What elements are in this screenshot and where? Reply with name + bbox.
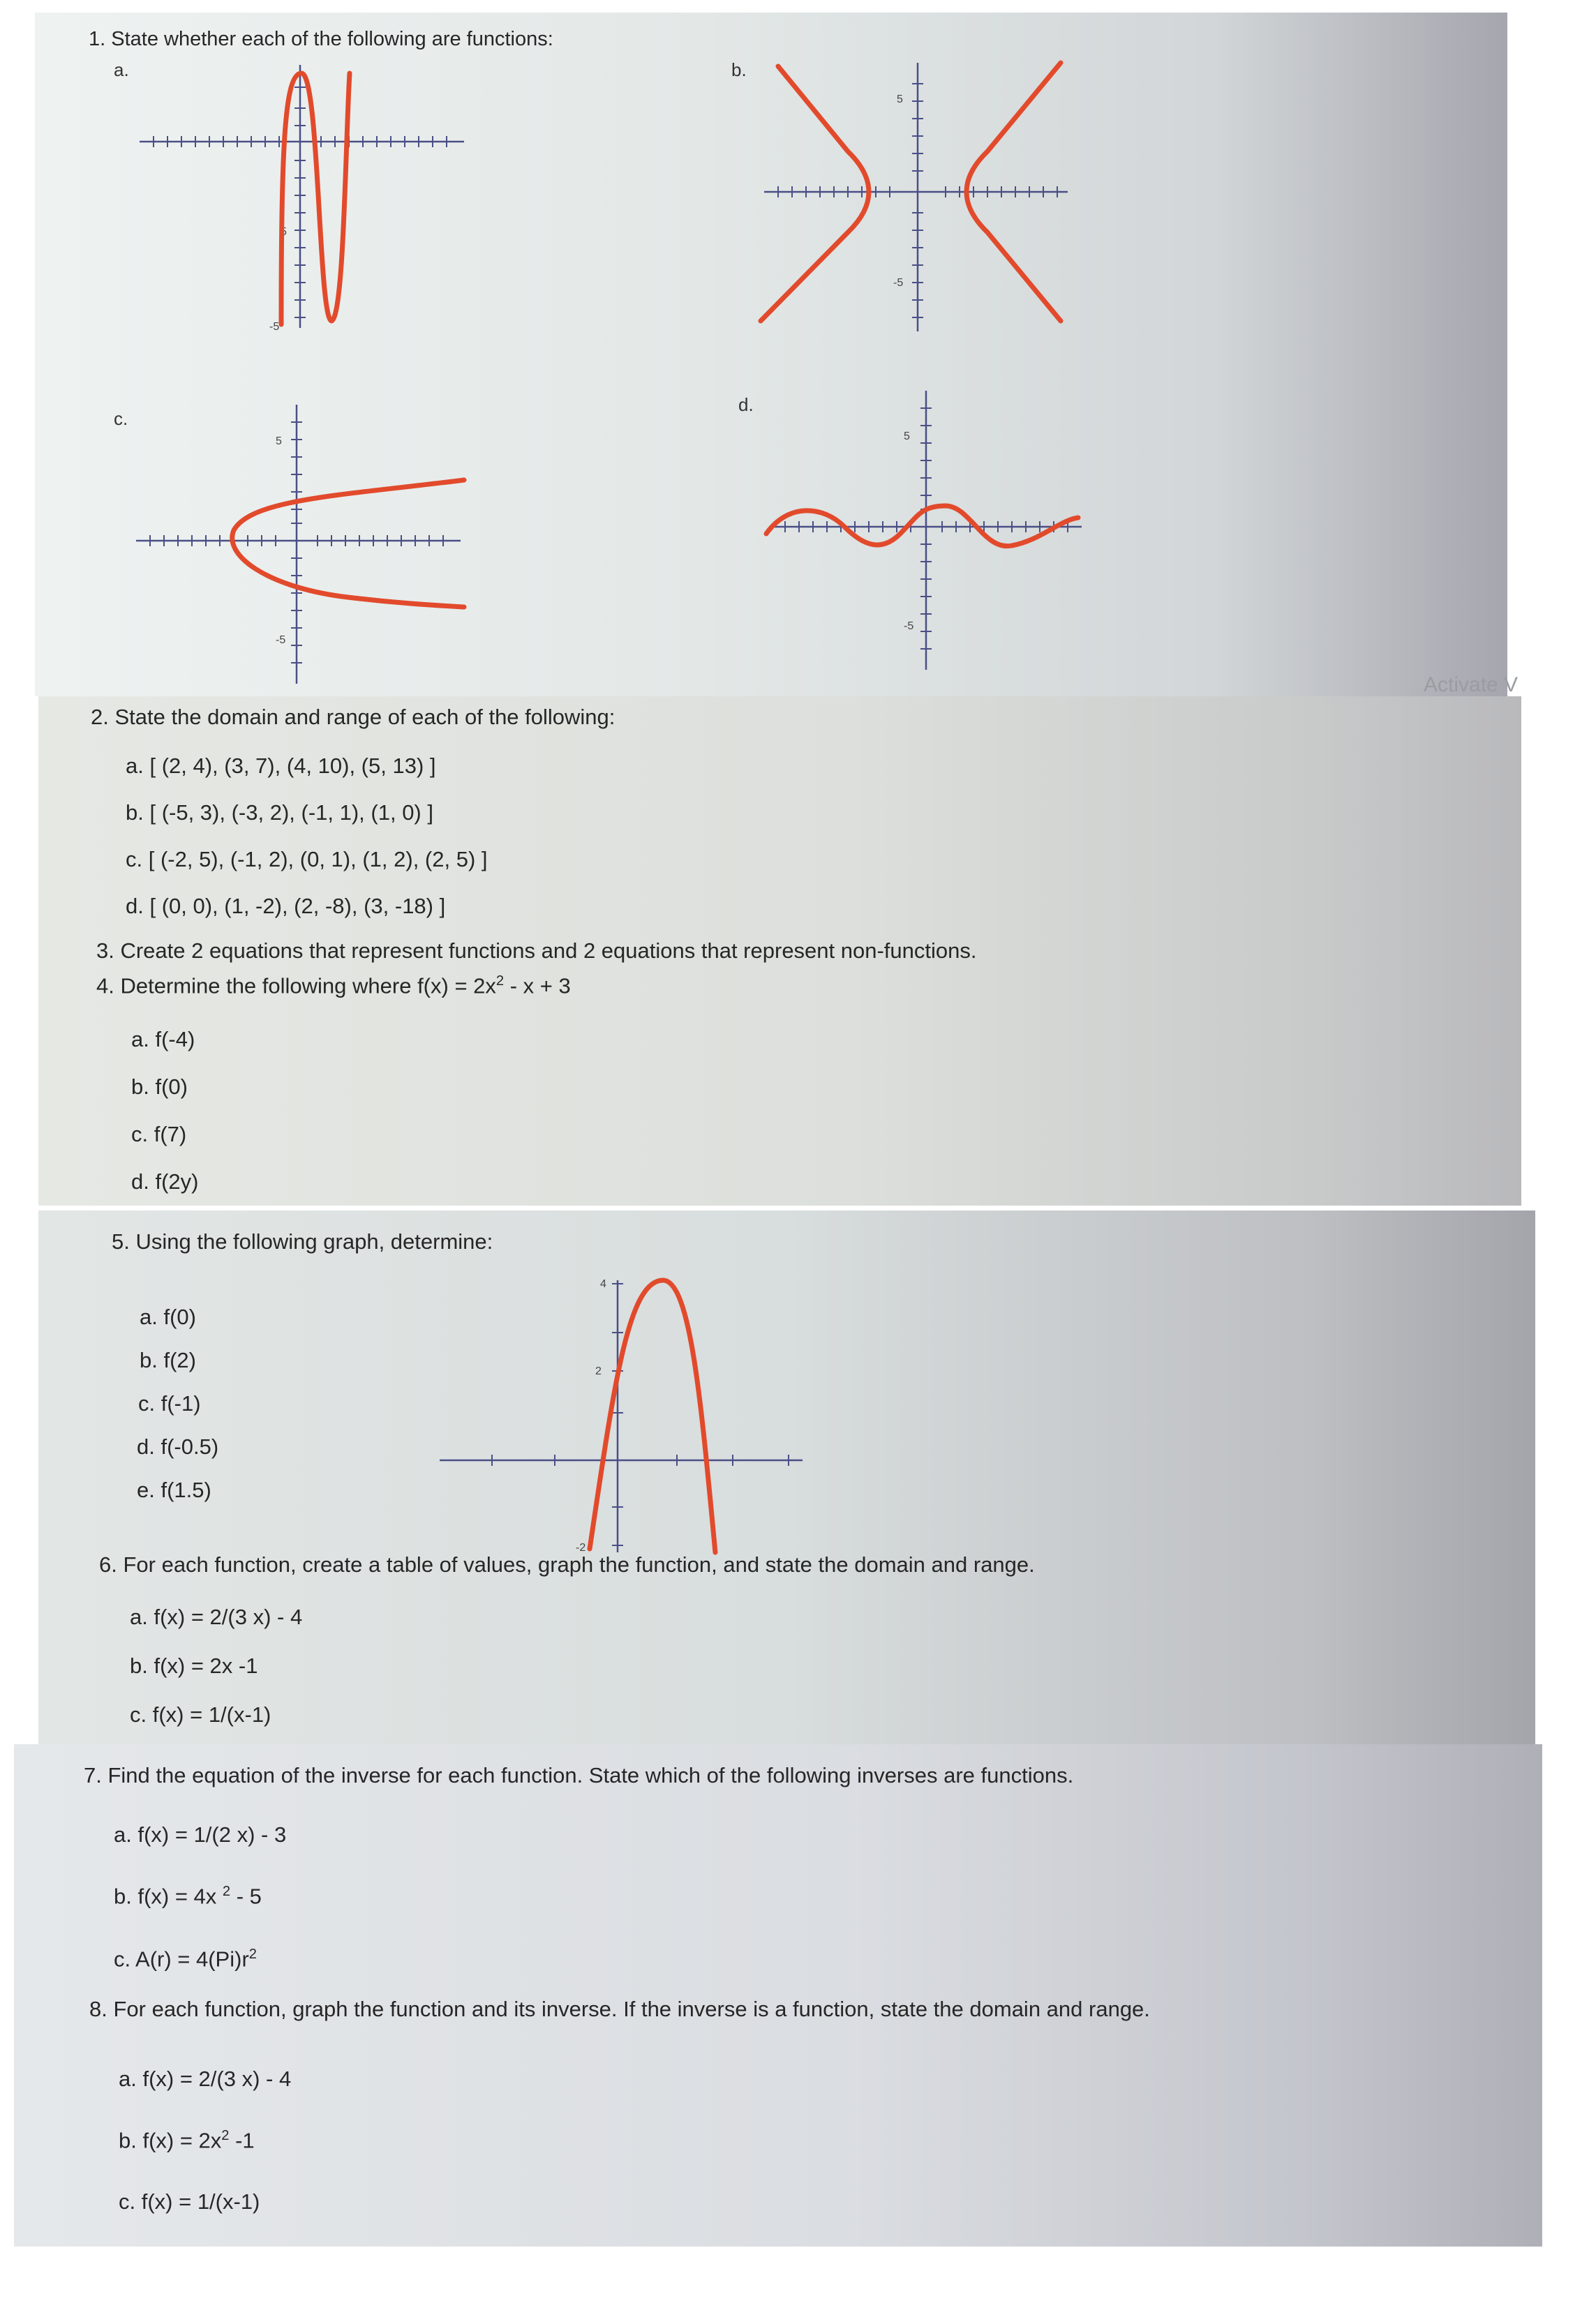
graph-c: [133, 398, 475, 691]
q1-title: 1. State whether each of the following are functions:: [89, 28, 553, 50]
graph-d-tick-neg5: -5: [904, 620, 914, 632]
q7-item-b: b. f(x) = 4x $^2$ - 5: [114, 1884, 262, 1909]
q5-item-c: c. f(-1): [138, 1391, 201, 1416]
q5-tick-neg2: -2: [576, 1542, 586, 1554]
graph-d-tick-5: 5: [904, 430, 910, 442]
q4-item-c: c. f(7): [131, 1122, 187, 1146]
graph-b-tick-5: 5: [897, 93, 903, 105]
q3-title: 3. Create 2 equations that represent functions and 2 equations that represent non-functions.: [96, 938, 977, 963]
q8-item-c: c. f(x) = 1/(x-1): [119, 2189, 260, 2214]
q2-item-d: d. [ (0, 0), (1, -2), (2, -8), (3, -18) ]: [126, 894, 446, 918]
q8-title: 8. For each function, graph the function and its inverse. If the inverse is a function, state the domain and range.: [89, 1997, 1150, 2021]
graph-b: [754, 52, 1082, 345]
graph-b-tick-neg5: -5: [893, 277, 904, 289]
graph-a-curve: [281, 73, 350, 324]
q6-item-c: c. f(x) = 1/(x-1): [130, 1702, 271, 1727]
graph-a-label: a.: [114, 59, 129, 80]
q5-item-b: b. f(2): [140, 1348, 196, 1372]
q5-title: 5. Using the following graph, determine:: [112, 1229, 493, 1254]
q2-item-c: c. [ (-2, 5), (-1, 2), (0, 1), (1, 2), (2, 5) ]: [126, 847, 488, 871]
q6-title: 6. For each function, create a table of values, graph the function, and state the domain and range.: [99, 1552, 1035, 1577]
graph-a-tick-neg5: -5: [269, 321, 280, 333]
q2-item-a: a. [ (2, 4), (3, 7), (4, 10), (5, 13) ]: [126, 754, 436, 778]
q5-tick-4: 4: [600, 1278, 606, 1290]
graph-b-label: b.: [731, 59, 747, 80]
q5-item-e: e. f(1.5): [137, 1478, 211, 1502]
graph-c-label: c.: [114, 408, 128, 429]
q7-title: 7. Find the equation of the inverse for each function. State which of the following inverses are functions.: [84, 1763, 1074, 1787]
q2-item-b: b. [ (-5, 3), (-3, 2), (-1, 1), (1, 0) ]: [126, 800, 433, 825]
graph-c-tick-5: 5: [276, 435, 282, 447]
q4-item-b: b. f(0): [131, 1074, 188, 1099]
q4-item-a: a. f(-4): [131, 1027, 195, 1051]
q2-title: 2. State the domain and range of each of the following:: [91, 705, 616, 729]
graph-d-label: d.: [738, 394, 754, 415]
activate-watermark: Activate V: [1424, 673, 1519, 696]
graph-c-tick-neg5: -5: [276, 634, 286, 646]
questions-7-8-panel: [14, 1744, 1542, 2247]
q6-item-a: a. f(x) = 2/(3 x) - 4: [130, 1605, 303, 1629]
q5-curve: [590, 1280, 715, 1552]
q5-graph: [440, 1266, 816, 1559]
q7-item-c: c. $A(r) = 4(Pi)r^2$: [114, 1947, 257, 1972]
graph-b-curve-left: [761, 66, 869, 321]
graph-a: [133, 59, 475, 338]
q5-item-a: a. f(0): [140, 1305, 196, 1329]
q5-tick-2: 2: [595, 1365, 602, 1377]
graph-d: [761, 384, 1096, 677]
q5-item-d: d. f(-0.5): [137, 1434, 219, 1459]
q4-item-d: d. f(2y): [131, 1169, 199, 1194]
graph-a-tick-5: 5: [281, 226, 287, 238]
q5-ticks: [492, 1284, 789, 1545]
q8-item-a: a. f(x) = 2/(3 x) - 4: [119, 2067, 292, 2091]
q6-item-b: b. f(x) = 2x -1: [130, 1654, 258, 1678]
q4-title: 4. Determine the following where $f(x) = 2x^2 - x + 3$: [96, 973, 571, 998]
q7-item-a: a. f(x) = 1/(2 x) - 3: [114, 1822, 287, 1847]
q8-item-b: b. $f(x) = 2x^2$ -1: [119, 2128, 255, 2153]
